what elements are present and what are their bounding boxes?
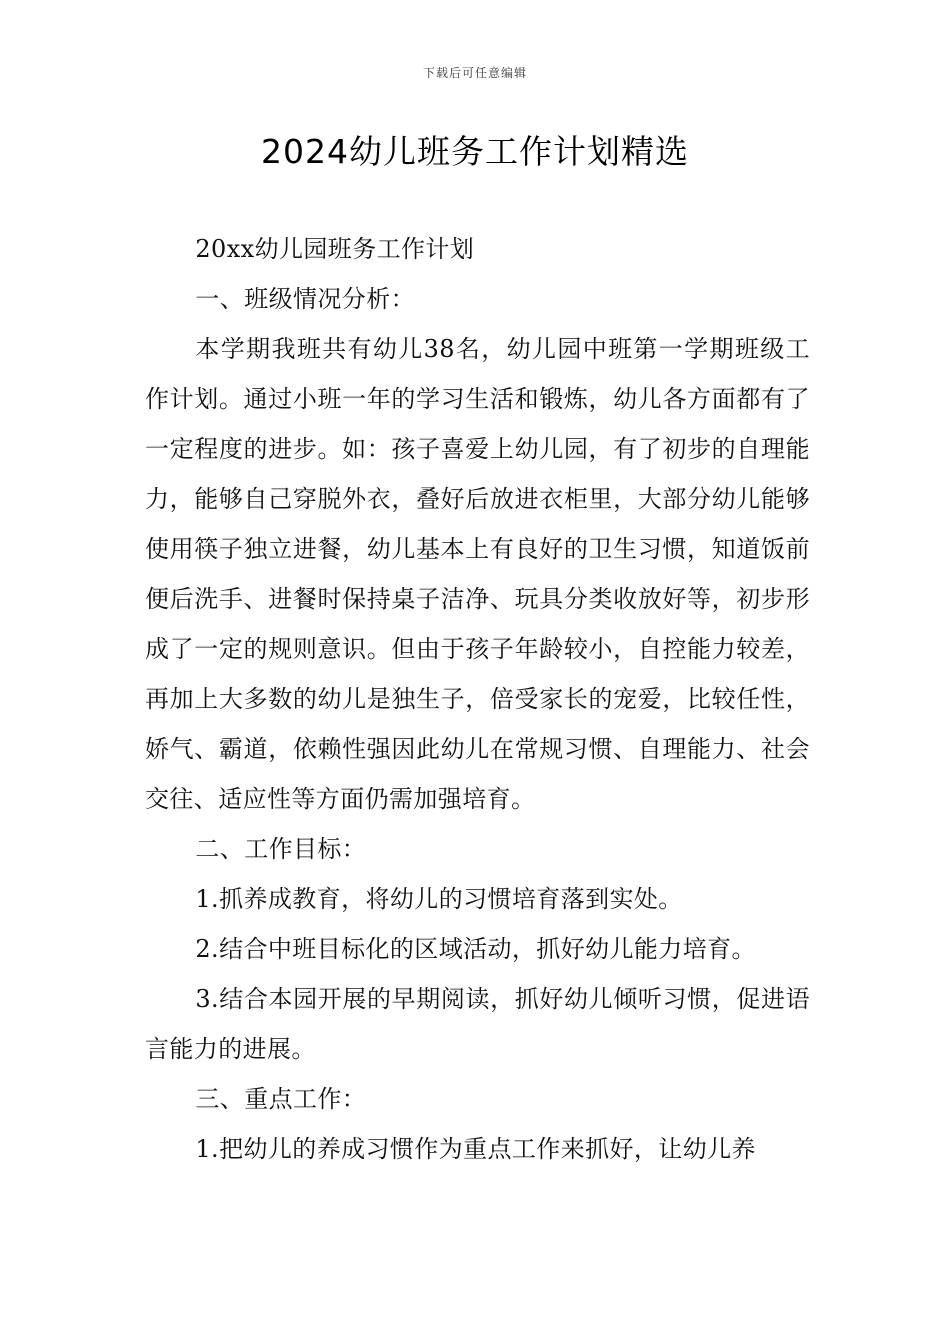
- section-heading: 三、重点工作：: [195, 1085, 367, 1113]
- list-item: 2.结合中班目标化的区域活动，抓好幼儿能力培育。: [195, 935, 756, 963]
- list-item: 1.抓养成教育，将幼儿的习惯培育落到实处。: [195, 885, 683, 913]
- body-paragraph: 本学期我班共有幼儿38名，幼儿园中班第一学期班级工作计划。通过小班一年的学习生活和锻炼，幼儿各方面都有了一定程度的进步。如：孩子喜爱上幼儿园，有了初步的自理能力，能够自己穿脱外衣，叠好后放进衣柜里，大部分幼儿能够使用筷子独立进餐，幼儿基本上有良好的卫生习惯，知道饭前便后洗手、进餐时保持桌子洁净、玩具分类收放好等，初步形成了一定的规则意识。但由于孩子年龄较小，自控能力较差，再加上大多数的幼儿是独生子，倍受家长的宠爱，比较任性，娇气、霸道，依赖性强因此幼儿在常规习惯、自理能力、社会交往、适应性等方面仍需加强培育。: [145, 335, 810, 813]
- list-item: 1.把幼儿的养成习惯作为重点工作来抓好，让幼儿养: [195, 1135, 756, 1163]
- list-item: 3.结合本园开展的早期阅读，抓好幼儿倾听习惯，促进语言能力的进展。: [145, 985, 810, 1063]
- section-heading: 二、工作目标：: [195, 835, 367, 863]
- header-note: 下载后可任意编辑: [422, 66, 527, 80]
- subtitle-line: 20xx幼儿园班务工作计划: [195, 235, 475, 263]
- section-heading: 一、班级情况分析：: [195, 285, 415, 313]
- document-body: [145, 224, 810, 1174]
- document-title: 2024幼儿班务工作计划精选: [261, 132, 689, 171]
